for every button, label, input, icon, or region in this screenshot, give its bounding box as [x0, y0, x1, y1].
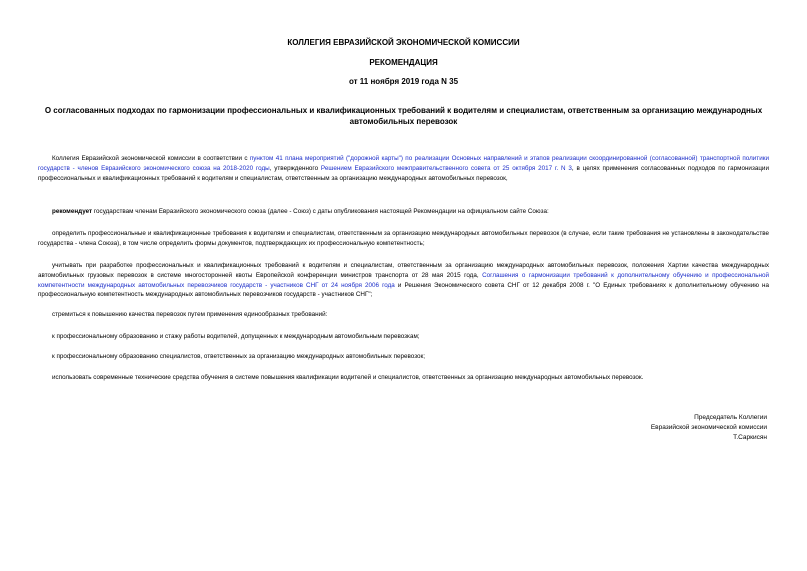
- define-requirements-paragraph: определить профессиональные и квалификационные требования к водителям и специалистам, ответственным за организацию международных автомобильных перевозок (в случае, если такие требования не установлены в законодательстве государства - члена Союза), в том числе определить формы документов, подтверждающих их профессиональную компетентность;: [38, 230, 769, 247]
- strive-paragraph: стремиться к повышению качества перевозок путем применения единообразных требований:: [52, 311, 328, 318]
- consider-text-1: учитывать при разработке профессиональных и квалификационных требований к водителям и специалистам, ответственным за организацию международных автомобильных перевозок, положения Хартии качества международных автомобильных грузовых перевозок в системе многосторонней квоты Европейской конференции министров транспорта от 28 мая 2015 года,: [38, 262, 769, 279]
- doc-type-heading: РЕКОМЕНДАЦИЯ: [369, 58, 438, 67]
- date-number-heading: от 11 ноября 2019 года N 35: [348, 77, 459, 86]
- specialists-paragraph: к профессиональному образованию специалистов, ответственных за организацию международных автомобильных перевозок;: [52, 353, 426, 360]
- preamble-text-1: Коллегия Евразийской экономической комиссии в соответствии с: [52, 155, 250, 162]
- document-title: О согласованных подходах по гармонизации профессиональных и квалификационных требований к водителям и специалистам, ответственным за организацию международных автомобильных перевозок: [44, 106, 763, 126]
- org-heading: КОЛЛЕГИЯ ЕВРАЗИЙСКОЙ ЭКОНОМИЧЕСКОЙ КОМИССИИ: [287, 38, 520, 47]
- preamble-text-2: , утвержденного: [269, 164, 321, 172]
- consider-text-2: и Решения Экономического совета СНГ от 12 декабря 2008 г. "О Единых требованиях к дополнительному обучению на профессиональную компетентность международных автомобильных перевозчиков государств - участников СНГ";: [38, 281, 769, 299]
- consider-provisions-paragraph: [38, 261, 769, 300]
- signature-name: Т.Саркисян: [733, 434, 767, 441]
- drivers-paragraph: к профессиональному образованию и стажу работы водителей, допущенных к международным автомобильным перевозкам;: [52, 333, 420, 340]
- recommends-bold: рекомендует: [52, 208, 93, 215]
- preamble-text-3: , в целях применения согласованных подходов по гармонизации профессиональных и квалификационных требований к водителям и специалистам, ответственным за организацию международных автомобильных перевозок,: [38, 164, 769, 182]
- cis-agreement-link[interactable]: Соглашения о гармонизации требований к дополнительному обучению и профессиональной компетентности международных автомобильных перевозчиков государств - участников СНГ от 24 ноября 2006 года: [38, 271, 769, 289]
- council-decision-link[interactable]: Решением Евразийского межправительственного совета от 25 октября 2017 г. N 3: [320, 164, 572, 172]
- recommends-paragraph: [38, 207, 769, 217]
- modern-tools-paragraph: использовать современные технические средства обучения в системе повышения квалификации водителей и специалистов, ответственных за организацию международных автомобильных перевозок.: [52, 374, 644, 381]
- preamble-paragraph: [38, 154, 769, 183]
- roadmap-link[interactable]: пунктом 41 плана мероприятий ("дорожной карты") по реализации Основных направлений и этапов реализации скоординированной (согласованной) транспортной политики государств - членов Евразийского экономического союза на 2018-2020 годы: [38, 155, 769, 172]
- signature-position: Председатель Коллегии: [694, 414, 767, 421]
- recommends-text: государствам членам Евразийского экономического союза (далее - Союз) с даты опубликования настоящей Рекомендации на официальном сайте Союза:: [92, 208, 549, 215]
- signature-block: [567, 413, 767, 443]
- signature-organization: Евразийской экономической комиссии: [650, 424, 767, 431]
